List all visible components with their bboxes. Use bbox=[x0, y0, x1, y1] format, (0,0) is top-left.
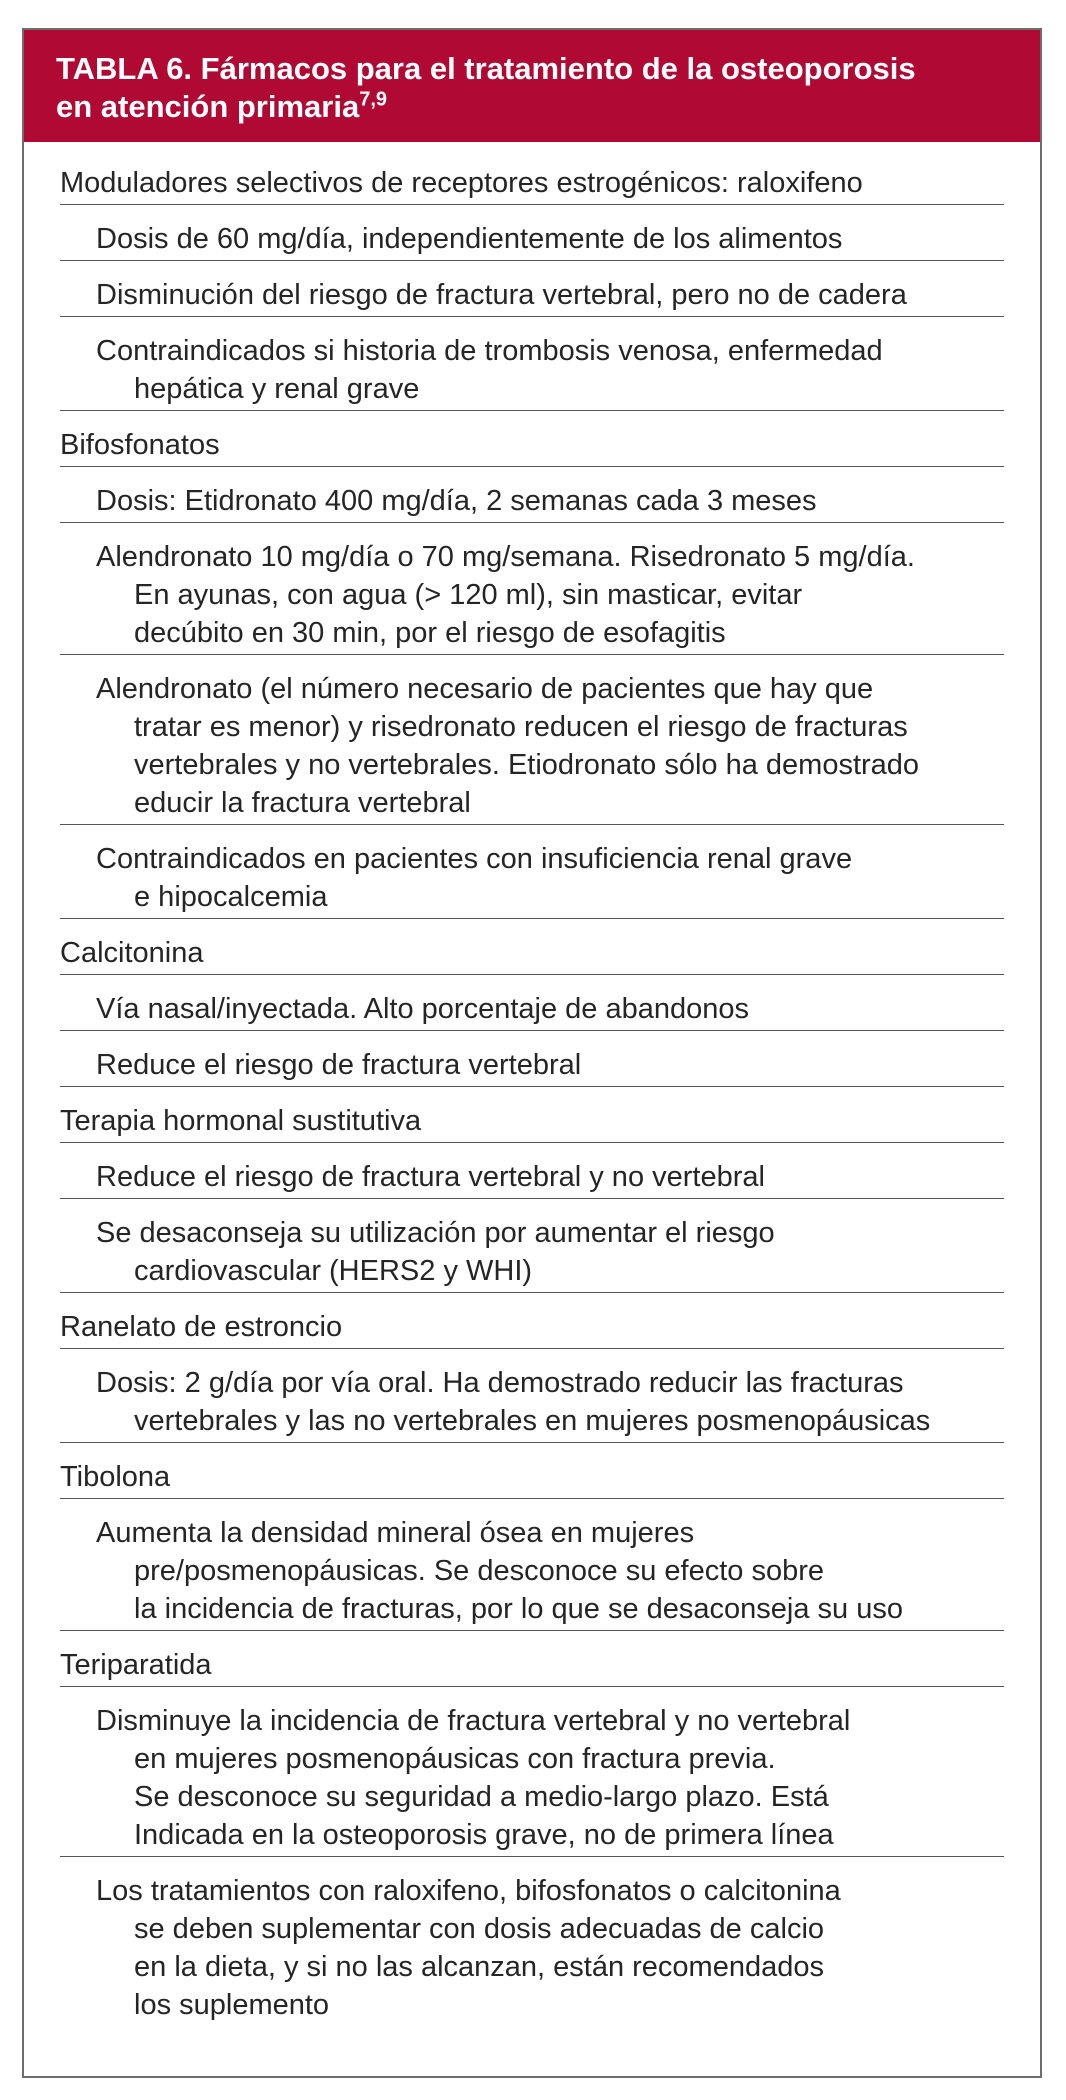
table-header bbox=[24, 30, 1040, 142]
row-text-line: Contraindicados en pacientes con insuficiencia renal grave bbox=[96, 843, 853, 875]
row-text-line: se deben suplementar con dosis adecuadas de calcio bbox=[134, 1913, 825, 1945]
row-text-line: educir la fractura vertebral bbox=[134, 787, 471, 819]
row-text-line: tratar es menor) y risedronato reducen el riesgo de fracturas bbox=[134, 711, 908, 743]
row-text-line: Terapia hormonal sustitutiva bbox=[60, 1105, 422, 1137]
item-row bbox=[60, 1143, 1004, 1199]
item-row bbox=[60, 1349, 1004, 1443]
row-text-line: Moduladores selectivos de receptores estrogénicos: raloxifeno bbox=[60, 167, 863, 199]
row-text-line: Dosis: Etidronato 400 mg/día, 2 semanas cada 3 meses bbox=[96, 485, 817, 517]
row-text-line: Teriparatida bbox=[60, 1649, 212, 1681]
row-text-line: e hipocalcemia bbox=[134, 881, 328, 913]
row-text-line: Vía nasal/inyectada. Alto porcentaje de abandonos bbox=[96, 993, 749, 1025]
item-row bbox=[60, 261, 1004, 317]
row-text-line: Se desaconseja su utilización por aumentar el riesgo bbox=[96, 1217, 775, 1249]
item-row bbox=[60, 467, 1004, 523]
item-row bbox=[60, 523, 1004, 655]
item-row bbox=[60, 317, 1004, 411]
row-text-line: Reduce el riesgo de fractura vertebral y no vertebral bbox=[96, 1161, 765, 1193]
row-text-line: En ayunas, con agua (> 120 ml), sin masticar, evitar bbox=[134, 579, 803, 611]
row-text-line: Tibolona bbox=[60, 1461, 171, 1493]
row-text-line: Disminuye la incidencia de fractura vertebral y no vertebral bbox=[96, 1705, 851, 1737]
table-title-line-2 bbox=[56, 88, 1008, 126]
category-row bbox=[60, 1443, 1004, 1499]
category-row bbox=[60, 919, 1004, 975]
row-text-line: vertebrales y las no vertebrales en mujeres posmenopáusicas bbox=[134, 1405, 931, 1437]
item-row bbox=[60, 975, 1004, 1031]
table-title-line-2-text: en atención primaria bbox=[56, 89, 360, 124]
category-row bbox=[60, 149, 1004, 205]
row-text-line: hepática y renal grave bbox=[134, 373, 420, 405]
row-text-line: Indicada en la osteoporosis grave, no de primera línea bbox=[134, 1819, 834, 1851]
row-text-line: Ranelato de estroncio bbox=[60, 1311, 343, 1343]
category-row bbox=[60, 1087, 1004, 1143]
item-row bbox=[60, 1499, 1004, 1631]
row-text-line: decúbito en 30 min, por el riesgo de esofagitis bbox=[134, 617, 726, 649]
item-row bbox=[60, 1031, 1004, 1087]
table-title-line-1: TABLA 6. Fármacos para el tratamiento de la osteoporosis bbox=[56, 51, 916, 86]
item-row bbox=[60, 825, 1004, 919]
row-text-line: Calcitonina bbox=[60, 937, 204, 969]
category-row bbox=[60, 1293, 1004, 1349]
row-text-line: vertebrales y no vertebrales. Etiodronato sólo ha demostrado bbox=[134, 749, 920, 781]
row-text-line: en la dieta, y si no las alcanzan, están recomendados bbox=[134, 1951, 824, 1983]
row-text-line: Alendronato 10 mg/día o 70 mg/semana. Risedronato 5 mg/día. bbox=[96, 541, 915, 573]
row-text-line: Alendronato (el número necesario de pacientes que hay que bbox=[96, 673, 874, 705]
row-text-line: Dosis: 2 g/día por vía oral. Ha demostrado reducir las fracturas bbox=[96, 1367, 904, 1399]
row-text-line: Se desconoce su seguridad a medio-largo plazo. Está bbox=[134, 1781, 829, 1813]
row-text-line: en mujeres posmenopáusicas con fractura previa. bbox=[134, 1743, 776, 1775]
item-row bbox=[60, 1687, 1004, 1857]
row-text-line: pre/posmenopáusicas. Se desconoce su efecto sobre bbox=[134, 1555, 824, 1587]
row-text-line: Reduce el riesgo de fractura vertebral bbox=[96, 1049, 582, 1081]
row-text-line: la incidencia de fracturas, por lo que se desaconseja su uso bbox=[134, 1593, 903, 1625]
row-text-line: Bifosfonatos bbox=[60, 429, 220, 461]
item-row bbox=[60, 1199, 1004, 1293]
item-row bbox=[60, 1857, 1004, 2027]
row-text-line: cardiovascular (HERS2 y WHI) bbox=[134, 1255, 533, 1287]
category-row bbox=[60, 1631, 1004, 1687]
row-text-line: Los tratamientos con raloxifeno, bifosfonatos o calcitonina bbox=[96, 1875, 841, 1907]
table-title-references: 7,9 bbox=[359, 88, 388, 111]
item-row bbox=[60, 205, 1004, 261]
row-text-line: Dosis de 60 mg/día, independientemente de los alimentos bbox=[96, 223, 843, 255]
category-row bbox=[60, 411, 1004, 467]
row-text-line: Contraindicados si historia de trombosis venosa, enfermedad bbox=[96, 335, 883, 367]
row-text-line: Disminución del riesgo de fractura vertebral, pero no de cadera bbox=[96, 279, 907, 311]
row-text-line: Aumenta la densidad mineral ósea en mujeres bbox=[96, 1517, 695, 1549]
item-row bbox=[60, 655, 1004, 825]
drug-table bbox=[22, 28, 1042, 2078]
row-text-line: los suplemento bbox=[134, 1989, 330, 2021]
